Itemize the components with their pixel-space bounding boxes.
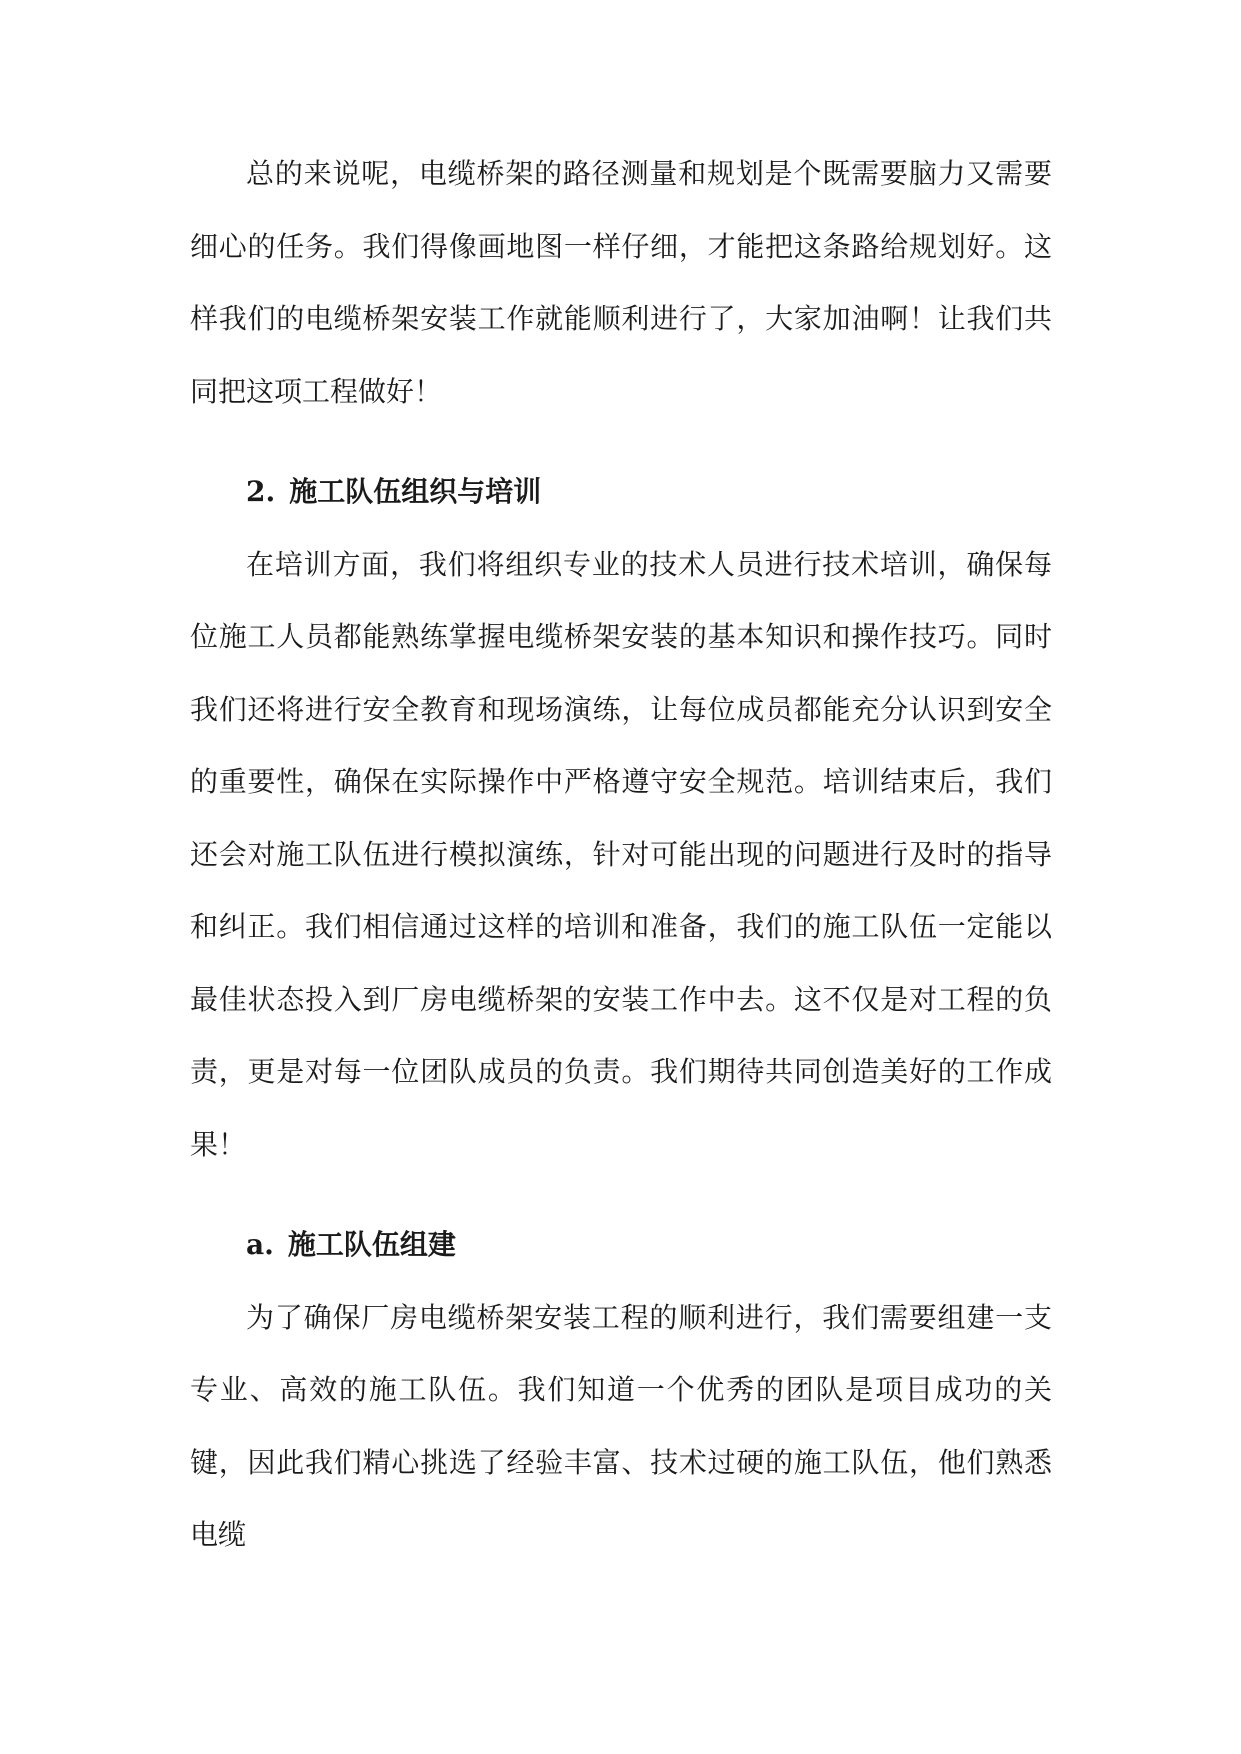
subsection-number: a. bbox=[246, 1228, 274, 1261]
subsection-heading-team-formation bbox=[190, 1209, 1052, 1282]
section-heading-team-organization bbox=[190, 456, 1052, 529]
section-number: 2. bbox=[246, 475, 276, 508]
document-page bbox=[190, 138, 1052, 1572]
paragraph-training: 在培训方面，我们将组织专业的技术人员进行技术培训，确保每位施工人员都能熟练掌握电缆桥架安装的基本知识和操作技巧。同时我们还将进行安全教育和现场演练，让每位成员都能充分认识到安全的重要性，确保在实际操作中严格遵守安全规范。培训结束后，我们还会对施工队伍进行模拟演练，针对可能出现的问题进行及时的指导和纠正。我们相信通过这样的培训和准备，我们的施工队伍一定能以最佳状态投入到厂房电缆桥架的安装工作中去。这不仅是对工程的负责，更是对每一位团队成员的负责。我们期待共同创造美好的工作成果！ bbox=[190, 547, 1052, 1161]
paragraph-route-planning-summary: 总的来说呢，电缆桥架的路径测量和规划是个既需要脑力又需要细心的任务。我们得像画地图一样仔细，才能把这条路给规划好。这样我们的电缆桥架安装工作就能顺利进行了，大家加油啊！让我们共同把这项工程做好！ bbox=[190, 157, 1052, 408]
section-title: 施工队伍组织与培训 bbox=[289, 475, 542, 508]
paragraph-team-formation: 为了确保厂房电缆桥架安装工程的顺利进行，我们需要组建一支专业、高效的施工队伍。我们知道一个优秀的团队是项目成功的关键，因此我们精心挑选了经验丰富、技术过硬的施工队伍，他们熟悉电缆 bbox=[190, 1300, 1052, 1551]
subsection-title: 施工队伍组建 bbox=[287, 1228, 456, 1261]
